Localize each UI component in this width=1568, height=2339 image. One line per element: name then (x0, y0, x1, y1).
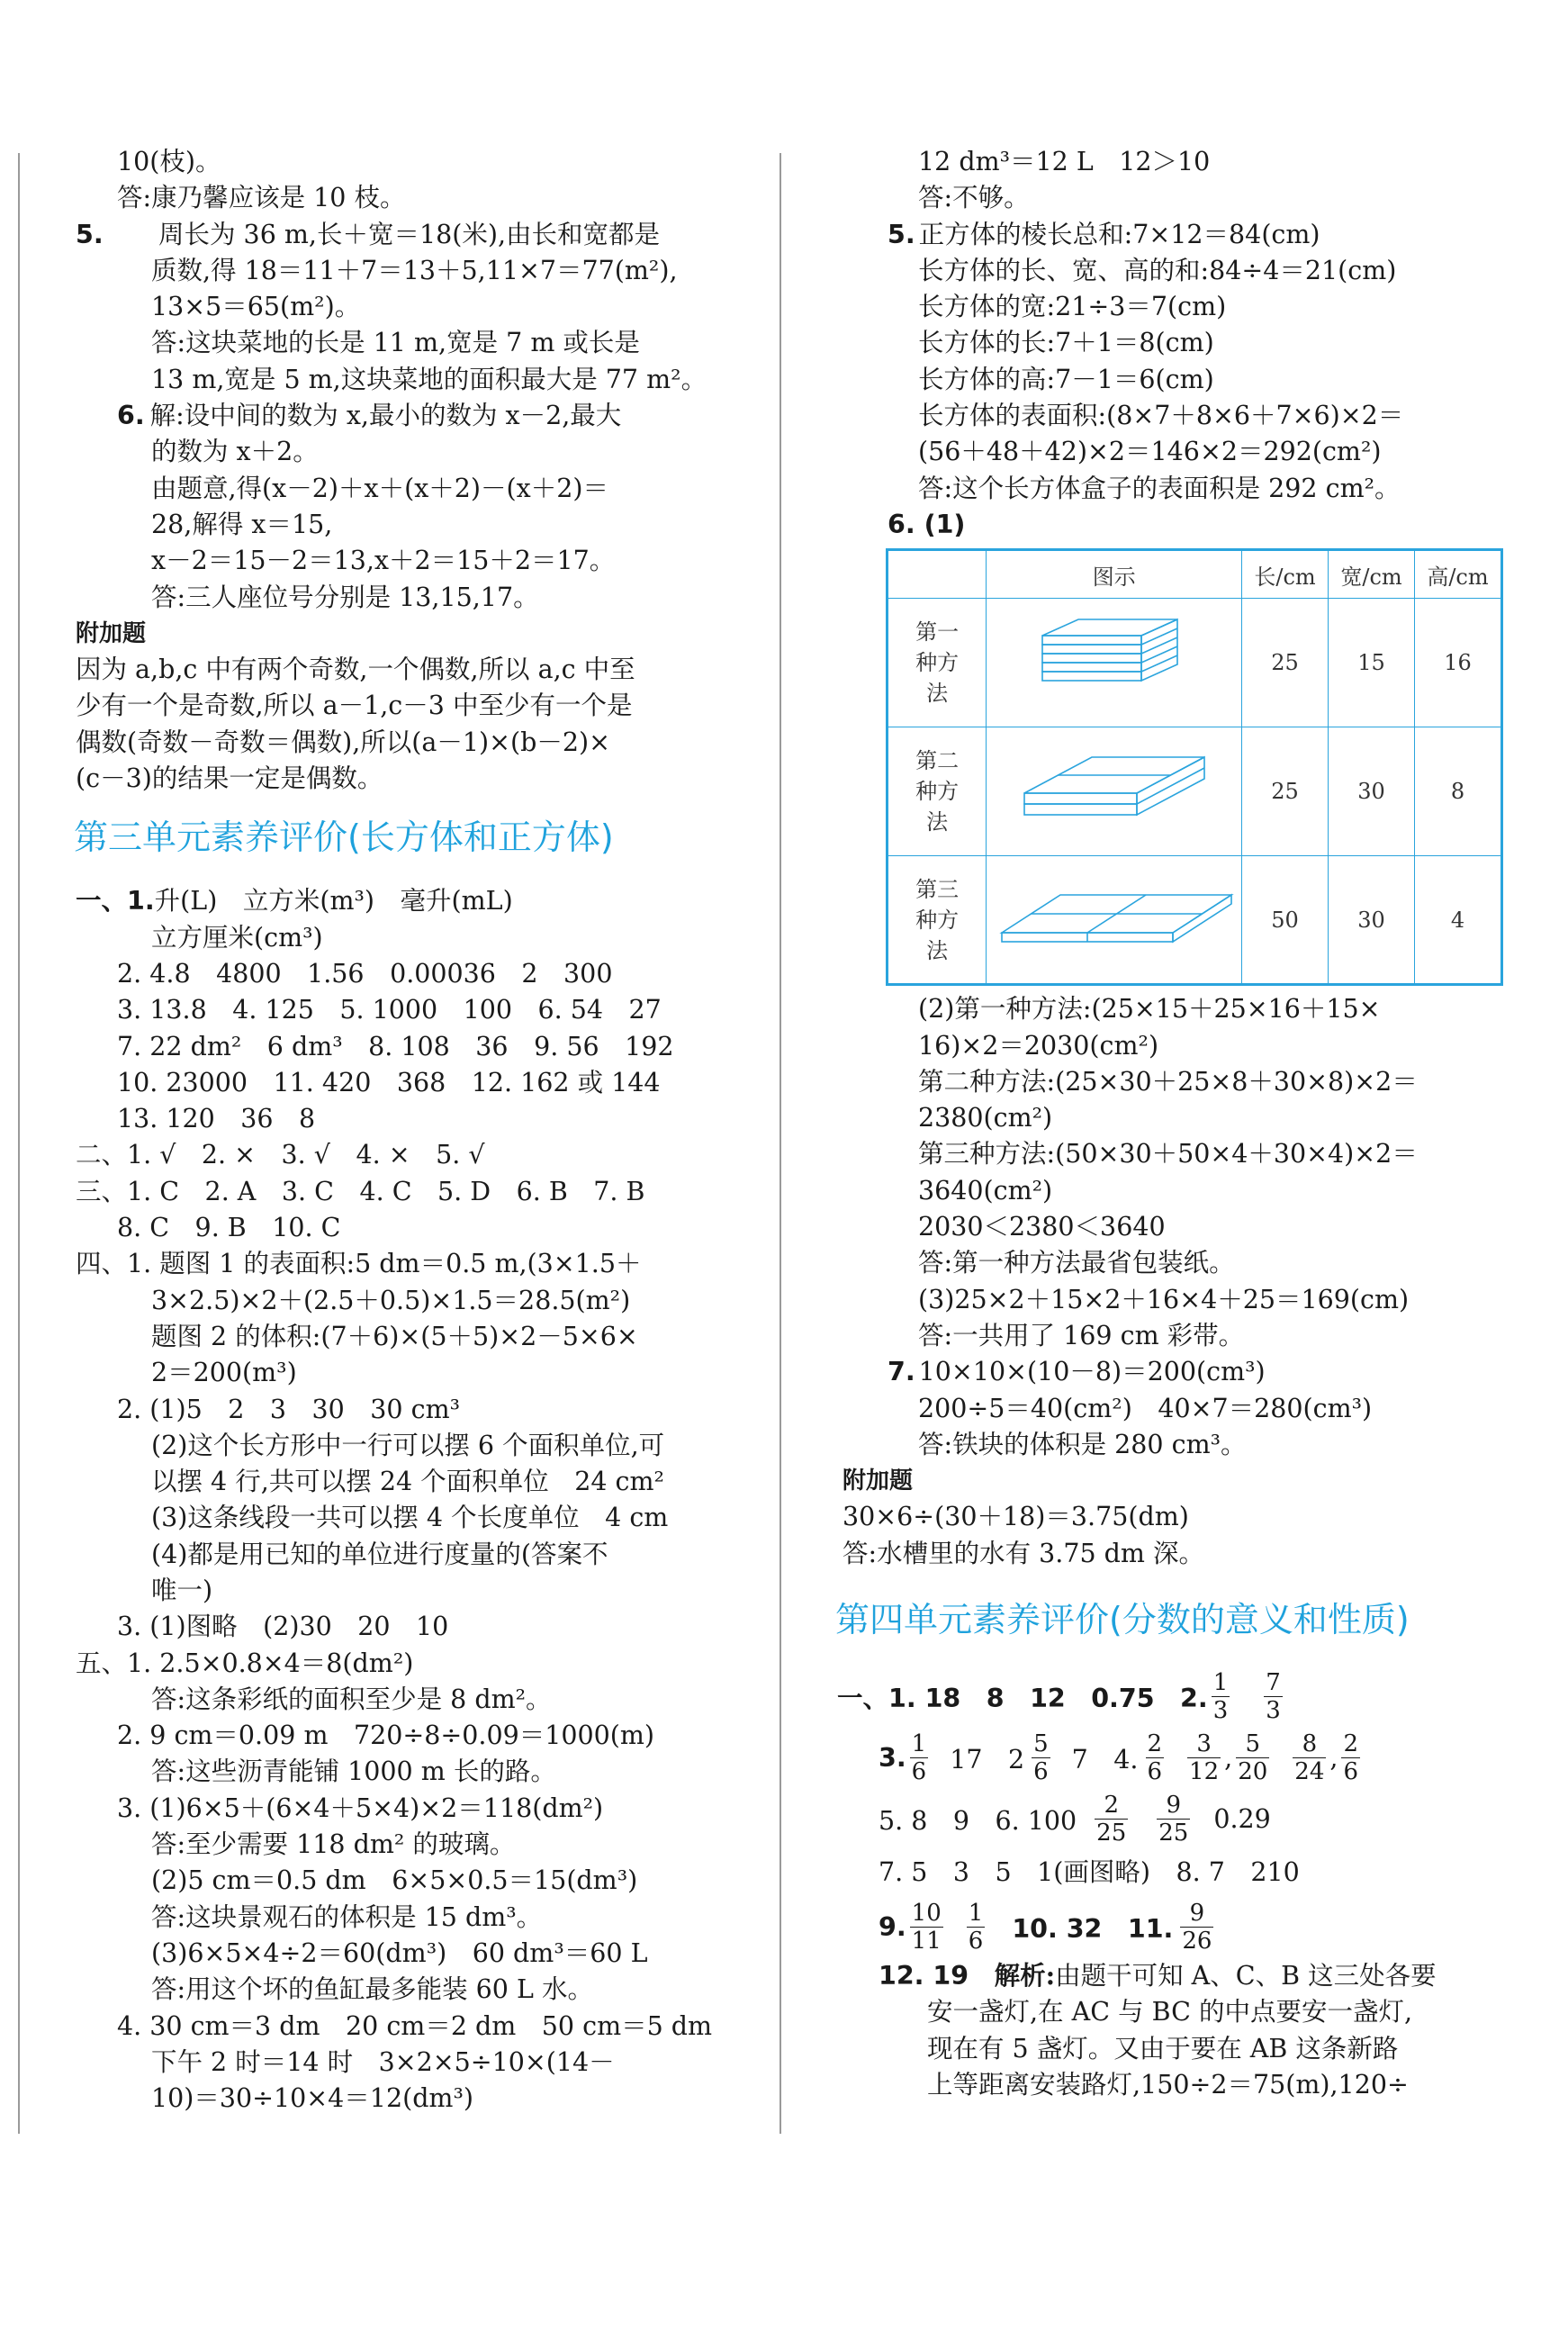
text-line: 10×10×(10－8)＝200(cm³) (918, 1357, 1266, 1387)
bonus-title: 附加题 (76, 619, 147, 647)
bonus-title: 附加题 (843, 1468, 914, 1495)
text-line: 16)×2＝2030(cm²) (918, 1030, 1159, 1061)
text-line: 立方厘米(cm³) (151, 922, 323, 953)
fraction: $\frac{8}{24}$ (1294, 1729, 1325, 1785)
table-header-width: 宽/cm (1329, 550, 1415, 599)
text-line: 10. 32 11. (1012, 1913, 1174, 1944)
question-7 (837, 1354, 1503, 1390)
fraction: $\frac{1}{3}$ (1212, 1668, 1229, 1724)
fraction: $\frac{3}{12}$ (1189, 1729, 1220, 1785)
text-line: (3)6×5×4÷2＝60(dm³) 60 dm³＝60 L (151, 1937, 648, 1968)
question-number: 5. (76, 219, 104, 249)
length-cell: 50 (1242, 856, 1329, 985)
table-row (888, 599, 1502, 727)
question-number: 6. (117, 401, 145, 431)
table-header-blank (888, 550, 987, 599)
text-line: 由题干可知 A、C、B 这三处各要 (1055, 1961, 1437, 1991)
text-line: 9. (879, 1911, 906, 1942)
text-line: 4. 30 cm＝3 dm 20 cm＝2 dm 50 cm＝5 dm (117, 2010, 713, 2041)
text-line: 答:这块菜地的长是 11 m,宽是 7 m 或长是 (151, 328, 640, 358)
text-line: 答:这条彩纸的面积至少是 8 dm²。 (151, 1684, 552, 1714)
text-line: 第二种方法:(25×30＋25×8＋30×8)×2＝ (918, 1066, 1418, 1097)
diagram-stacked-layers (987, 599, 1242, 727)
text-line: 7 4. (1071, 1744, 1139, 1775)
table-header-length: 长/cm (1242, 550, 1329, 599)
text-line: (2)这个长方形中一行可以摆 6 个面积单位,可 (151, 1430, 665, 1460)
text-line: 唯一) (151, 1575, 213, 1605)
text-line: 一、1. 18 8 12 0.75 2. (837, 1683, 1208, 1713)
text-line: 30×6÷(30＋18)＝3.75(dm) (843, 1502, 1189, 1532)
text-line: 答:康乃馨应该是 10 枝。 (117, 183, 406, 213)
section-1 (76, 883, 742, 919)
analysis-label: 解析: (994, 1960, 1056, 1991)
fraction: $\frac{2}{6}$ (1147, 1729, 1163, 1785)
text-line: x－2＝15－2＝13,x＋2＝15＋2＝17。 (151, 546, 616, 576)
length-cell: 25 (1242, 599, 1329, 727)
text-line: 答:这些沥青能铺 1000 m 长的路。 (151, 1757, 556, 1787)
text-line: 解:设中间的数为 x,最小的数为 x－2,最大 (149, 401, 622, 431)
text-line: 答:这个长方体盒子的表面积是 292 cm²。 (918, 473, 1401, 503)
text-line: 12 dm³＝12 L 12＞10 (918, 147, 1211, 176)
fraction: $\frac{7}{3}$ (1266, 1668, 1281, 1724)
text-line: 答:第一种方法最省包装纸。 (918, 1248, 1235, 1278)
question-5 (837, 217, 1503, 253)
method-label: 第三种方法 (888, 856, 987, 985)
fraction: $\frac{10}{11}$ (911, 1899, 942, 1955)
text-line: 答:一共用了 169 cm 彩带。 (918, 1320, 1245, 1350)
text-line: 3. 13.8 4. 125 5. 1000 100 6. 54 27 (117, 995, 662, 1025)
text-line: 10)＝30÷10×4＝12(dm³) (151, 2083, 474, 2114)
question-number: 7. (888, 1357, 915, 1387)
text-line: 答:用这个坏的鱼缸最多能装 60 L 水。 (151, 1974, 593, 2005)
text-line: (2)5 cm＝0.5 dm 6×5×0.5＝15(dm³) (151, 1865, 638, 1896)
text-line: 3. (879, 1742, 906, 1773)
text-line: 第三种方法:(50×30＋50×4＋30×4)×2＝ (918, 1139, 1418, 1170)
text-line: 升(L) 立方米(m³) 毫升(mL) (154, 886, 513, 917)
text-line: 以摆 4 行,共可以摆 24 个面积单位 24 cm² (151, 1467, 664, 1497)
question-number: 12. 19 (879, 1961, 969, 1991)
height-cell: 4 (1415, 856, 1502, 985)
packing-table (886, 548, 1503, 986)
fraction: $\frac{1}{6}$ (968, 1899, 984, 1955)
right-column (837, 144, 1503, 2103)
question-5 (76, 217, 742, 253)
height-cell: 16 (1415, 599, 1502, 727)
question-number: 5. (888, 219, 915, 249)
text-line: 7. 22 dm² 6 dm³ 8. 108 36 9. 56 192 (117, 1031, 674, 1061)
text-line: 答:铁块的体积是 280 cm³。 (918, 1429, 1247, 1459)
unit4-row-3 (837, 1788, 1503, 1849)
text-line: 长方体的宽:21÷3＝7(cm) (918, 292, 1227, 322)
text-line: (56＋48＋42)×2＝146×2＝292(cm²) (918, 437, 1382, 467)
unit4-heading: 第四单元素养评价(分数的意义和性质) (835, 1600, 1410, 1640)
section-3: 三、1. C 2. A 3. C 4. C 5. D 6. B 7. B (76, 1176, 645, 1206)
text-line: 200÷5＝40(cm²) 40×7＝280(cm³) (918, 1393, 1373, 1423)
left-column (76, 144, 742, 2117)
text-line: 由题意,得(x－2)＋x＋(x＋2)－(x＋2)＝ (151, 473, 608, 503)
text-line: 的数为 x＋2。 (151, 437, 319, 467)
width-cell: 30 (1329, 856, 1415, 985)
section-label: 一、1. (76, 886, 155, 917)
text-line: 周长为 36 m,长＋宽＝18(米),由长和宽都是 (158, 219, 661, 249)
table-header-height: 高/cm (1415, 550, 1502, 599)
question-6-label: 6. (1) (888, 509, 966, 539)
unit4-row-4: 7. 5 3 5 1(画图略) 8. 7 210 (879, 1857, 1300, 1888)
text-line: (c－3)的结果一定是偶数。 (76, 763, 383, 794)
text-line: 8. C 9. B 10. C (117, 1213, 341, 1243)
column-divider-left (18, 153, 20, 2134)
text-line: (4)都是用已知的单位进行度量的(答案不 (151, 1539, 608, 1569)
text-line: 0.29 (1213, 1803, 1271, 1834)
unit4-row-1 (837, 1666, 1503, 1727)
width-cell: 30 (1329, 727, 1415, 856)
question-6 (76, 398, 742, 434)
section-2: 二、1. √ 2. × 3. √ 4. × 5. √ (76, 1140, 485, 1170)
text-line: 10. 23000 11. 420 368 12. 162 或 144 (117, 1067, 661, 1097)
text-line: 2380(cm²) (918, 1103, 1053, 1133)
unit4-row-5 (837, 1896, 1503, 1957)
fraction: $\frac{2}{25}$ (1096, 1791, 1127, 1847)
width-cell: 15 (1329, 599, 1415, 727)
text-line: 题图 2 的体积:(7＋6)×(5＋5)×2－5×6× (151, 1321, 638, 1351)
diagram-four-flat (987, 856, 1242, 985)
text-line: 3640(cm²) (918, 1175, 1053, 1206)
text-line: 正方体的棱长总和:7×12＝84(cm) (918, 219, 1320, 249)
fraction: $\frac{9}{26}$ (1182, 1899, 1212, 1955)
section-5: 五、1. 2.5×0.8×4＝8(dm²) (76, 1648, 414, 1678)
fraction: $\frac{1}{6}$ (911, 1729, 927, 1785)
text-line: (3)25×2＋15×2＋16×4＋25＝169(cm) (918, 1284, 1410, 1314)
text-line: 下午 2 时＝14 时 3×2×5÷10×(14－ (151, 2046, 615, 2077)
text-line: 2. (1)5 2 3 30 30 cm³ (117, 1394, 461, 1424)
text-line: 13×5＝65(m²)。 (151, 292, 361, 322)
text-line: 安一盏灯,在 AC 与 BC 的中点要安一盏灯, (927, 1997, 1413, 2027)
text-line: 长方体的高:7－1＝6(cm) (918, 364, 1214, 394)
text-line: 答:水槽里的水有 3.75 dm 深。 (843, 1538, 1205, 1568)
text-line: 28,解得 x＝15, (151, 509, 333, 539)
text-line: 10(枝)。 (117, 147, 221, 176)
text-line: 现在有 5 盏灯。又由于要在 AB 这条新路 (927, 2033, 1399, 2064)
text-line: (2)第一种方法:(25×15＋25×16＋15× (918, 994, 1381, 1025)
text-line: 17 2 (950, 1744, 1025, 1775)
question-12 (837, 1957, 1503, 1994)
text-line: 3×2.5)×2＋(2.5＋0.5)×1.5＝28.5(m²) (151, 1285, 631, 1315)
text-line: 因为 a,b,c 中有两个奇数,一个偶数,所以 a,c 中至 (76, 655, 635, 685)
fraction: $\frac{5}{6}$ (1033, 1729, 1049, 1785)
method-label: 第二种方法 (888, 727, 987, 856)
text-line: 质数,得 18＝11＋7＝13＋5,11×7＝77(m²), (151, 255, 678, 285)
text-line: 2. 4.8 4800 1.56 0.00036 2 300 (117, 958, 613, 989)
text-line: 答:不够。 (918, 183, 1030, 213)
text-line: (3)这条线段一共可以摆 4 个长度单位 4 cm (151, 1503, 669, 1533)
text-line: 少有一个是奇数,所以 a－1,c－3 中至少有一个是 (76, 691, 633, 721)
text-line: 长方体的表面积:(8×7＋8×6＋7×6)×2＝ (918, 401, 1404, 431)
text-line: 2＝200(m³) (151, 1358, 297, 1388)
text-line: 答:这块景观石的体积是 15 dm³。 (151, 1901, 543, 1932)
unit4-row-2: 3. $\frac{1}{6}$ 17 2 $\frac{5}{6}$ 7 4. $\frac{2}{6}$ $\frac{3}{12}$ , $\frac{5}{20}$ $\frac{8}{24}$ , $\frac{2}{6}$ (879, 1729, 1358, 1785)
table-row (888, 727, 1502, 856)
text-line: 答:三人座位号分别是 13,15,17。 (151, 582, 539, 612)
text-line: 13 m,宽是 5 m,这块菜地的面积最大是 77 m²。 (151, 364, 707, 394)
fraction: $\frac{9}{25}$ (1158, 1791, 1189, 1847)
method-label: 第一种方法 (888, 599, 987, 727)
text-line: 上等距离安装路灯,150÷2＝75(m),120÷ (927, 2069, 1409, 2100)
diagram-two-boxes (987, 727, 1242, 856)
table-row (888, 856, 1502, 985)
fraction: $\frac{2}{6}$ (1343, 1729, 1358, 1785)
column-divider-center (779, 153, 781, 2134)
section-4: 四、1. 题图 1 的表面积:5 dm＝0.5 m,(3×1.5＋ (76, 1249, 642, 1279)
height-cell: 8 (1415, 727, 1502, 856)
text-line: 5. 8 9 6. 100 (879, 1805, 1077, 1836)
text-line: 答:至少需要 118 dm² 的玻璃。 (151, 1829, 516, 1860)
table-header-diagram: 图示 (987, 550, 1242, 599)
fraction: $\frac{5}{20}$ (1238, 1729, 1268, 1785)
text-line: 长方体的长、宽、高的和:84÷4＝21(cm) (918, 255, 1397, 285)
length-cell: 25 (1242, 727, 1329, 856)
text-line: 13. 120 36 8 (117, 1104, 316, 1134)
text-line: 2030＜2380＜3640 (918, 1212, 1166, 1242)
text-line: 3. (1)6×5＋(6×4＋5×4)×2＝118(dm²) (117, 1793, 604, 1823)
text-line: 长方体的长:7＋1＝8(cm) (918, 328, 1214, 358)
text-line: 偶数(奇数－奇数＝偶数),所以(a－1)×(b－2)× (76, 727, 611, 757)
unit3-heading: 第三单元素养评价(长方体和正方体) (74, 817, 614, 858)
text-line: 3. (1)图略 (2)30 20 10 (117, 1612, 449, 1642)
text-line: 2. 9 cm＝0.09 m 720÷8÷0.09＝1000(m) (117, 1720, 655, 1751)
